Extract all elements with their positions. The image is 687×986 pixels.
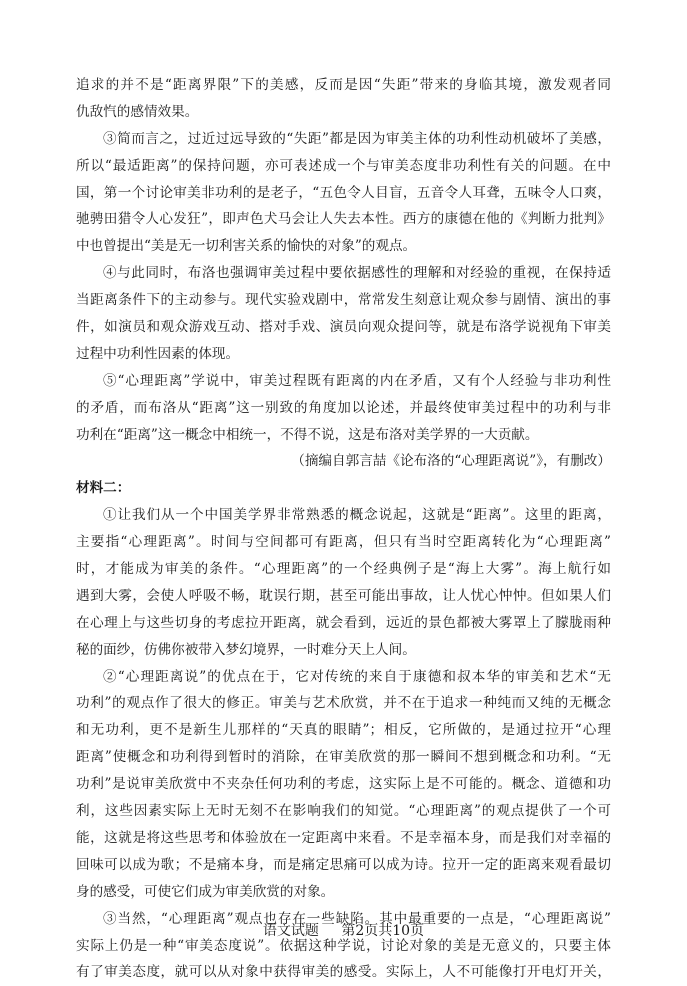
text-line: 当距离条件下的主动参与。现代实验戏剧中，常常发生刻意让观众参与剧情、演出的事 — [76, 292, 611, 309]
article-body — [76, 72, 611, 986]
footer-subject: 语文试题 — [262, 923, 319, 939]
text-line: 能，这就是将这些思考和体验放在一定距离中来看。不是幸福本身，而是我们对幸福的 — [76, 829, 611, 846]
text-line: ①让我们从一个中国美学界非常熟悉的概念说起，这就是“距离”。这里的距离， — [103, 507, 611, 524]
text-line: 主要指“心理距离”。时间与空间都可有距离，但只有当时空距离转化为“心理距离” — [76, 534, 611, 551]
text-line: ③当然，“心理距离”观点也存在一些缺陷。其中最重要的一点是，“心理距离说” — [103, 910, 611, 927]
text-line: 遇到大雾，会使人呼吸不畅，耽误行期，甚至可能出事故，让人忧心忡忡。但如果人们 — [76, 587, 611, 604]
text-line: 功利”是说审美欣赏中不夹杂任何功利的考虑，这实际上是不可能的。概念、道德和功 — [76, 776, 611, 793]
text-line: 的矛盾，而布洛从“距离”这一别致的角度加以论述，并最终使审美过程中的功利与非 — [76, 399, 611, 416]
text-line: 追求的并不是“距离界限”下的美感，反而是因“失距”带来的身临其境，激发观者同 — [76, 77, 611, 93]
footer-page-number: 第2页共10页 — [341, 923, 425, 939]
text-line: ⑤“心理距离”学说中，审美过程既有距离的内在矛盾，又有个人经验与非功利性 — [103, 372, 611, 389]
text-line: 件，如演员和观众游戏互动、搭对手戏、演员向观众提问等，就是布洛学说视角下审美 — [76, 319, 611, 336]
paragraph — [76, 126, 611, 260]
text-line: ③简而言之，过近过远导致的“失距”都是因为审美主体的功利性动机破坏了美感， — [103, 130, 611, 147]
text-line: ④与此同时，布洛也强调审美过程中要依据感性的理解和对经验的重视，在保持适 — [103, 265, 611, 282]
text-line: 和无功利，更不是新生儿那样的“天真的眼睛”；相反，它所做的，是通过拉开“心理 — [76, 722, 611, 739]
text-line: 在心理上与这些切身的考虑拉开距离，就会看到，远近的景色都被大雾罩上了朦胧雨种 — [76, 614, 611, 631]
section-heading: 材料二： — [76, 480, 131, 497]
text-line: 身的感受，可使它们成为审美欣赏的对象。 — [76, 883, 335, 900]
text-line: 驰骋田猎令人心发狂”，即声色犬马会让人失去本性。西方的康德在他的《判断力批判》 — [76, 211, 611, 228]
source-citation: （摘编自郭言喆《论布洛的“心理距离说”》，有删改） — [291, 453, 611, 470]
text-line: 利，这些因素实际上无时无刻不在影响我们的知觉。“心理距离”的观点提供了一个可 — [76, 803, 611, 820]
text-line: 过程中功利性因素的体现。 — [76, 345, 240, 362]
text-line: 中也曾提出“美是无一切利害关系的愉快的对象”的观点。 — [76, 238, 417, 255]
text-line: 实际上仍是一种“审美态度说”。依据这种学说，讨论对象的美是无意义的，只要主体 — [76, 937, 611, 954]
paragraph — [76, 72, 611, 126]
paragraph — [76, 502, 611, 663]
paragraph — [76, 368, 611, 449]
text-line: 距离”使概念和功利得到暂时的消除，在审美欣赏的那一瞬间不想到概念和功利。“无 — [76, 749, 611, 766]
text-line: 功利在“距离”这一概念中相统一，不得不说，这是布洛对美学界的一大贡献。 — [76, 426, 539, 443]
text-line: 功利”的观点作了很大的修正。审美与艺术欣赏，并不在于追求一种纯而又纯的无概念 — [76, 695, 611, 712]
paragraph — [76, 906, 611, 986]
page-footer — [0, 920, 687, 940]
text-line: 秘的面纱，仿佛你被带入梦幻境界，一时难分天上人间。 — [76, 641, 416, 658]
paragraph — [76, 260, 611, 368]
text-line: 有了审美态度，就可以从对象中获得审美的感受。实际上，人不可能像打开电灯开关， — [76, 964, 611, 981]
text-line: 时，才能成为审美的条件。“心理距离”的一个经典例子是“海上大雾”。海上航行如 — [76, 561, 611, 578]
text-line: 仇敌忾的感情效果。 — [76, 103, 199, 120]
paragraph — [76, 664, 611, 906]
text-line: 国，第一个讨论审美非功利的是老子，“五色令人目盲，五音令人耳聋，五味令人口爽， — [76, 184, 611, 201]
text-line: 所以“最适距离”的保持问题，亦可表述成一个与审美态度非功利性有关的问题。在中 — [76, 157, 611, 174]
text-line: ②“心理距离说”的优点在于，它对传统的来自于康德和叔本华的审美和艺术“无 — [103, 668, 611, 685]
text-line: 回味可以成为歌；不是痛本身，而是痛定思痛可以成为诗。拉开一定的距离来观看最切 — [76, 856, 611, 873]
